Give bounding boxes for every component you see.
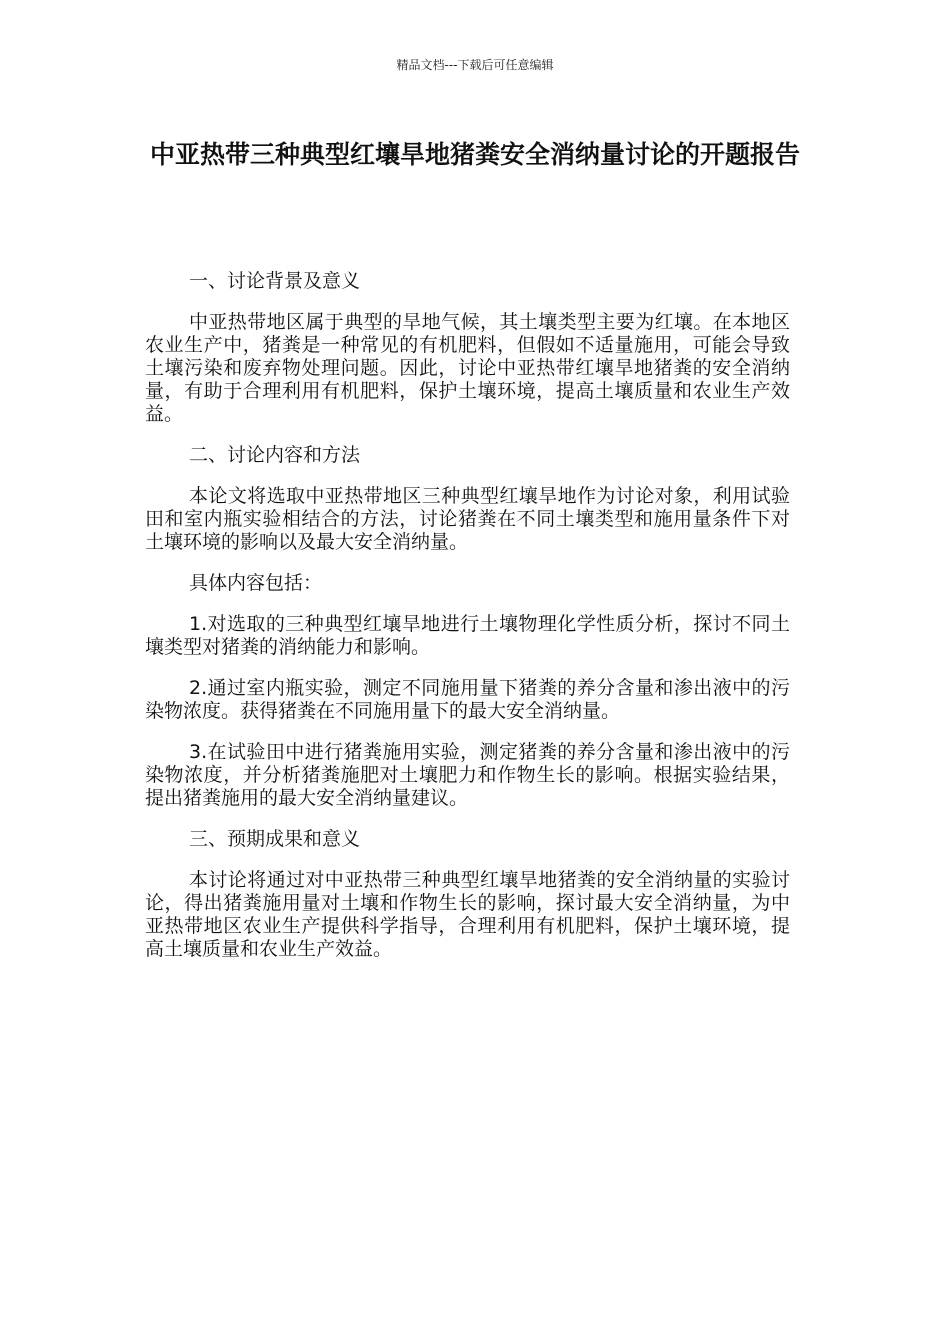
document-body: [145, 270, 790, 979]
section-heading-expected-results: 三、预期成果和意义: [189, 828, 361, 850]
list-item-1: 1.对选取的三种典型红壤旱地进行土壤物理化学性质分析，探讨不同土壤类型对猪粪的消纳能力和影响。: [145, 613, 790, 658]
section-heading-background: 一、讨论背景及意义: [189, 270, 361, 292]
section-heading-content-method: 二、讨论内容和方法: [189, 444, 361, 466]
subheading-specific-content: 具体内容包括：: [189, 572, 323, 594]
list-item-2: 2.通过室内瓶实验，测定不同施用量下猪粪的养分含量和渗出液中的污染物浓度。获得猪粪在不同施用量下的最大安全消纳量。: [145, 677, 790, 722]
paragraph-content-method: 本论文将选取中亚热带地区三种典型红壤旱地作为讨论对象，利用试验田和室内瓶实验相结合的方法，讨论猪粪在不同土壤类型和施用量条件下对土壤环境的影响以及最大安全消纳量。: [145, 485, 790, 553]
paragraph-background: 中亚热带地区属于典型的旱地气候，其土壤类型主要为红壤。在本地区农业生产中，猪粪是一种常见的有机肥料，但假如不适量施用，可能会导致土壤污染和废弃物处理问题。因此，讨论中亚热带红壤旱地猪粪的安全消纳量，有助于合理利用有机肥料，保护土壤环境，提高土壤质量和农业生产效益。: [145, 311, 790, 425]
list-item-3: 3.在试验田中进行猪粪施用实验，测定猪粪的养分含量和渗出液中的污染物浓度，并分析猪粪施肥对土壤肥力和作物生长的影响。根据实验结果，提出猪粪施用的最大安全消纳量建议。: [145, 741, 790, 809]
paragraph-expected-results: 本讨论将通过对中亚热带三种典型红壤旱地猪粪的安全消纳量的实验讨论，得出猪粪施用量对土壤和作物生长的影响，探讨最大安全消纳量，为中亚热带地区农业生产提供科学指导，合理利用有机肥料，保护土壤环境，提高土壤质量和农业生产效益。: [145, 869, 790, 960]
header-note: 精品文档---下载后可任意编辑: [396, 58, 554, 72]
document-title: 中亚热带三种典型红壤旱地猪粪安全消纳量讨论的开题报告: [149, 140, 800, 169]
